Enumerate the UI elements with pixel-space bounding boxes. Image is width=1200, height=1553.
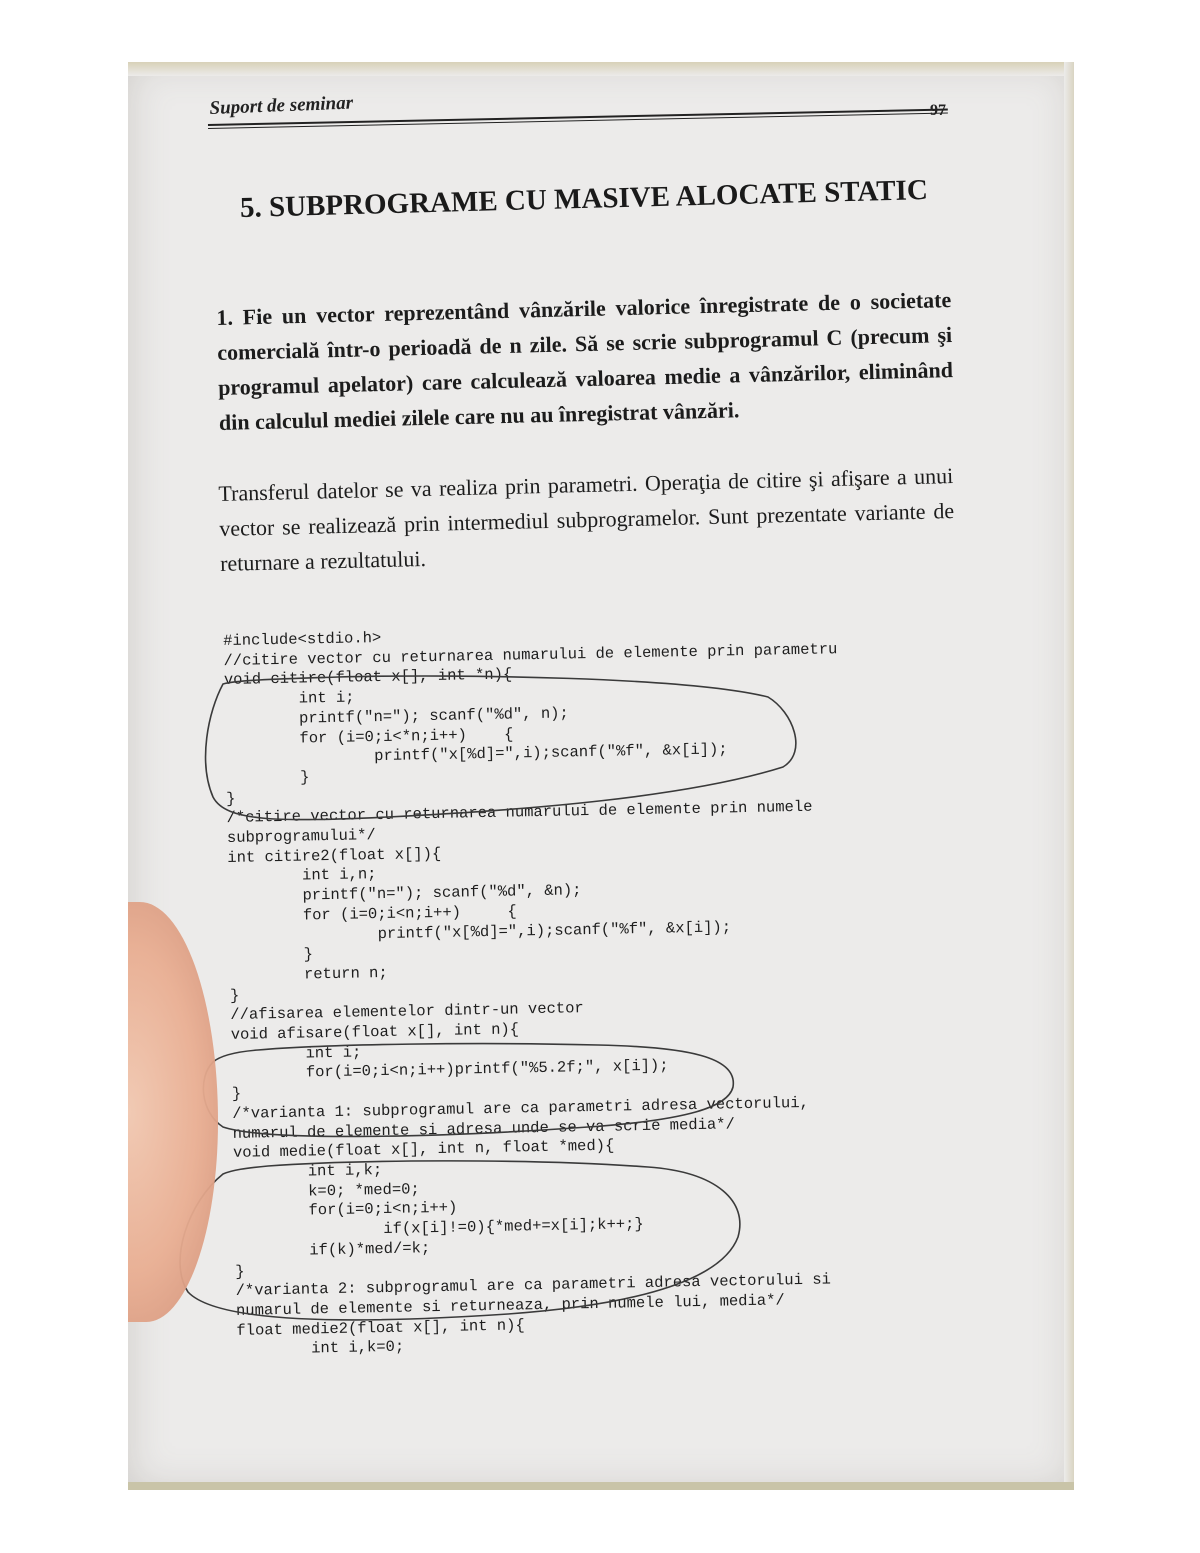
page-top-edge: [128, 62, 1074, 76]
finger-shadow: [128, 902, 218, 1322]
transfer-note: Transferul datelor se va realiza prin parametri. Operaţia de citire şi afişare a unui vector se realizează prin intermediul subprogramelor. Sunt prezentate variante de returnare a rezultatului.: [218, 463, 955, 576]
page-right-edge: [1064, 62, 1074, 1490]
chapter-title: 5. SUBPROGRAME CU MASIVE ALOCATE STATIC: [239, 173, 929, 224]
page-bottom-edge: [128, 1482, 1074, 1490]
code-listing: #include<stdio.h> //citire vector cu returnarea numarului de elemente prin parametru void citire(float x[], int *n){ int i; printf("n="); scanf("%d", n); for (i=0;i<*n;i++) { printf("x[%d]=",i);scanf("%f", &x[i]); } } /*citire vector cu returnarea numarului de elemente prin numele subprogramului*/ int citire2(float x[]){ int i,n; printf("n="); scanf("%d", &n); for (i=0;i<n;i++) { printf("x[%d]=",i);scanf("%f", &x[i]); } return n; } //afisarea elementelor dintr-un vector void afisare(float x[], int n){ int i; for(i=0;i<n;i++)printf("%5.2f;", x[i]); } /*varianta 1: subprogramul are ca parametri adresa vectorului, numarul de elemente si adresa unde se va scrie media*/ void medie(float x[], int n, float *med){ int i,k; k=0; *med=0; for(i=0;i<n;i++) if(x[i]!=0){*med+=x[i];k++;} if(k)*med/=k; } /*varianta 2: subprogramul are ca parametri adresa vectorului si numarul de elemente si returneaza, prin numele lui, media*/ float medie2(float x[], int n){ int i,k=0;: [223, 628, 838, 1360]
running-title: Suport de seminar: [209, 92, 354, 120]
problem-statement: 1. Fie un vector reprezentând vânzările valorice înregistrate de o societate comercială într-o perioadă de n zile. Să se scrie subprogramul C (precum şi programul apelator) care calculează valoarea medie a vânzărilor, eliminând din calculul mediei zilele care nu au înregistrat vânzări.: [216, 287, 954, 435]
book-page: [128, 62, 1074, 1490]
page-number: 97: [930, 102, 946, 119]
